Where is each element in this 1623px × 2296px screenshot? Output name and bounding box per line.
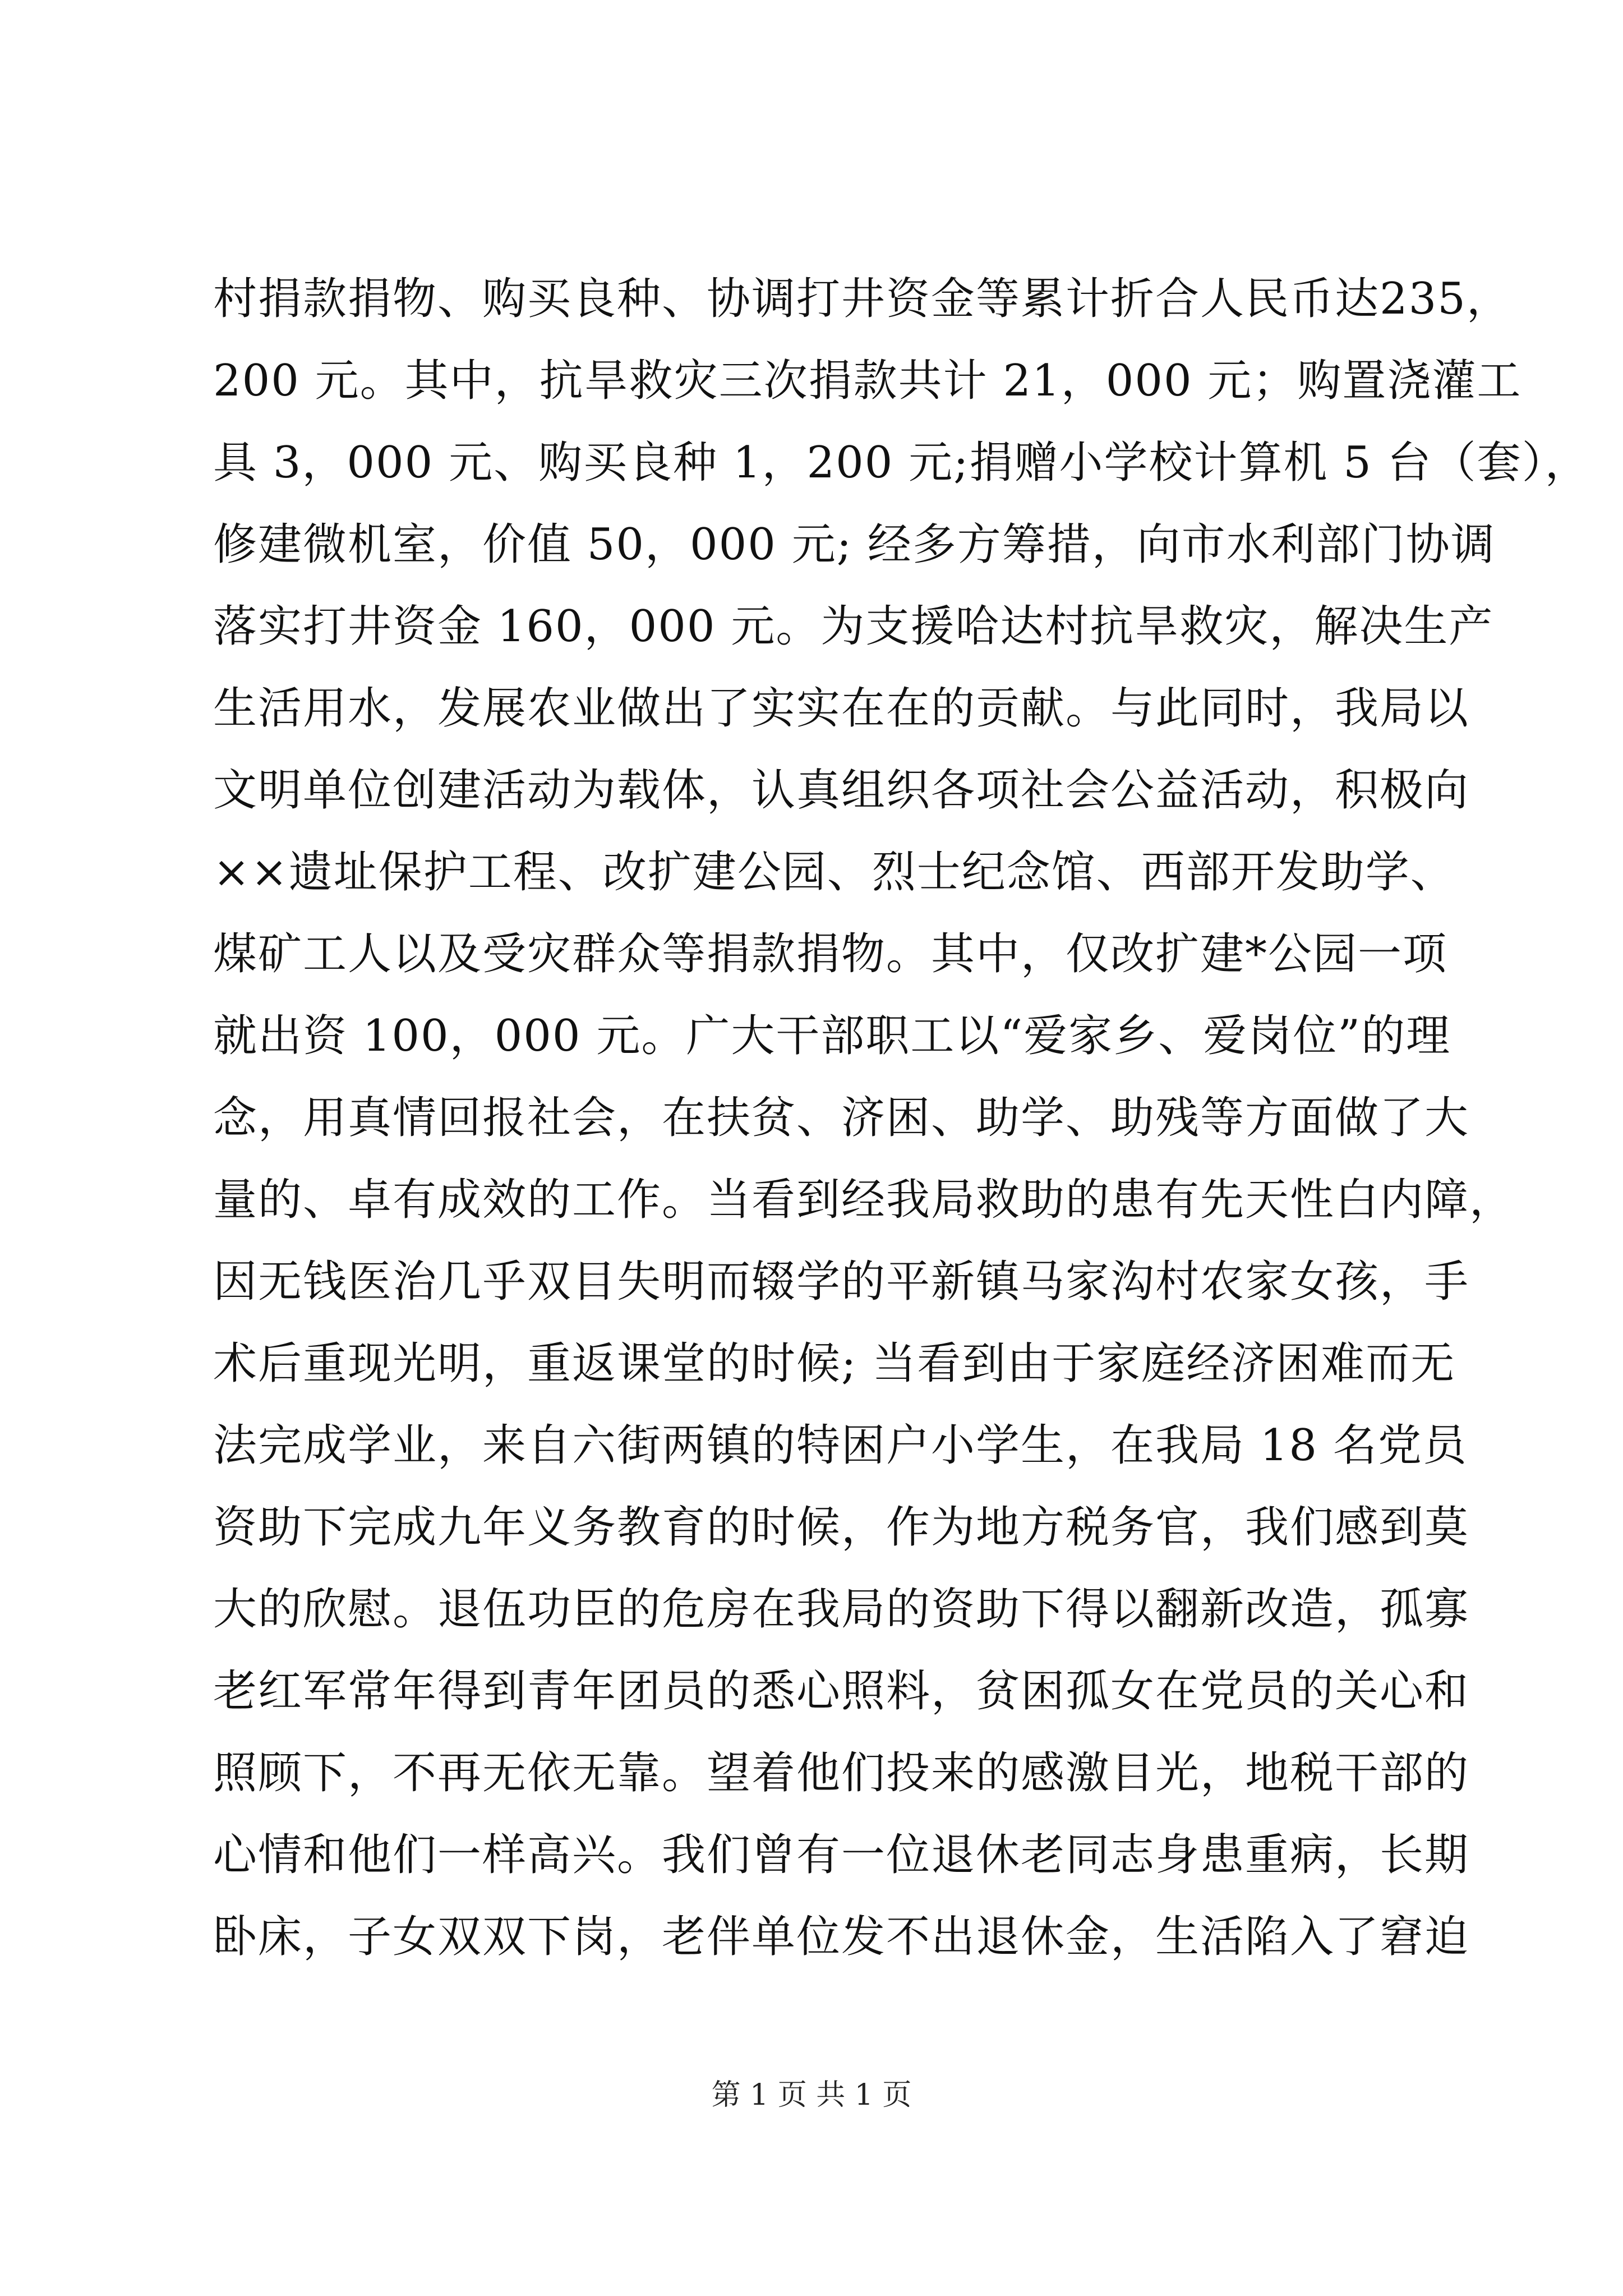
text-line: 文明单位创建活动为载体，认真组织各项社会公益活动，积极向 [213, 765, 1470, 816]
text-line: 煤矿工人以及受灾群众等捐款捐物。其中，仅改扩建*公园一项 [213, 929, 1448, 979]
text-line: 修建微机室，价值 50，000 元; 经多方筹措，向市水利部门协调 [213, 519, 1496, 570]
text-line: 卧床，子女双双下岗，老伴单位发不出退休金，生活陷入了窘迫 [213, 1912, 1470, 1962]
body-text [213, 258, 1590, 1978]
page-number-footer: 第 1 页 共 1 页 [711, 2078, 912, 2112]
text-line: 200 元。其中，抗旱救灾三次捐款共计 21，000 元；购置浇灌工 [213, 356, 1522, 406]
text-line: 落实打井资金 160，000 元。为支援哈达村抗旱救灾，解决生产 [213, 601, 1494, 652]
text-line: 法完成学业，来自六街两镇的特困户小学生，在我局 18 名党员 [213, 1420, 1468, 1471]
text-line: 照顾下，不再无依无靠。望着他们投来的感激目光，地税干部的 [213, 1748, 1470, 1798]
text-line: 老红军常年得到青年团员的悉心照料，贫困孤女在党员的关心和 [213, 1666, 1470, 1717]
text-line: 术后重现光明，重返课堂的时候; 当看到由于家庭经济困难而无 [213, 1338, 1456, 1389]
text-line: 心情和他们一样高兴。我们曾有一位退休老同志身患重病，长期 [213, 1830, 1470, 1880]
text-line: 具 3，000 元、购买良种 1，200 元;捐赠小学校计算机 5 台（套）， [213, 438, 1590, 488]
text-line: 量的、卓有成效的工作。当看到经我局救助的患有先天性白内障， [213, 1175, 1515, 1225]
text-line: 村捐款捐物、购买良种、协调打井资金等累计折合人民币达235， [213, 274, 1511, 324]
text-line: 生活用水，发展农业做出了实实在在的贡献。与此同时，我局以 [213, 683, 1470, 734]
text-line: 因无钱医治几乎双目失明而辍学的平新镇马家沟村农家女孩，手 [213, 1257, 1470, 1307]
text-line: 大的欣慰。退伍功臣的危房在我局的资助下得以翻新改造，孤寡 [213, 1584, 1470, 1635]
text-line: ××遗址保护工程、改扩建公园、烈士纪念馆、西部开发助学、 [213, 847, 1455, 898]
text-line: 资助下完成九年义务教育的时候，作为地方税务官，我们感到莫 [213, 1502, 1470, 1553]
text-line: 念，用真情回报社会，在扶贫、济困、助学、助残等方面做了大 [213, 1093, 1470, 1143]
text-line: 就出资 100，000 元。广大干部职工以“爱家乡、爱岗位”的理 [213, 1011, 1451, 1061]
